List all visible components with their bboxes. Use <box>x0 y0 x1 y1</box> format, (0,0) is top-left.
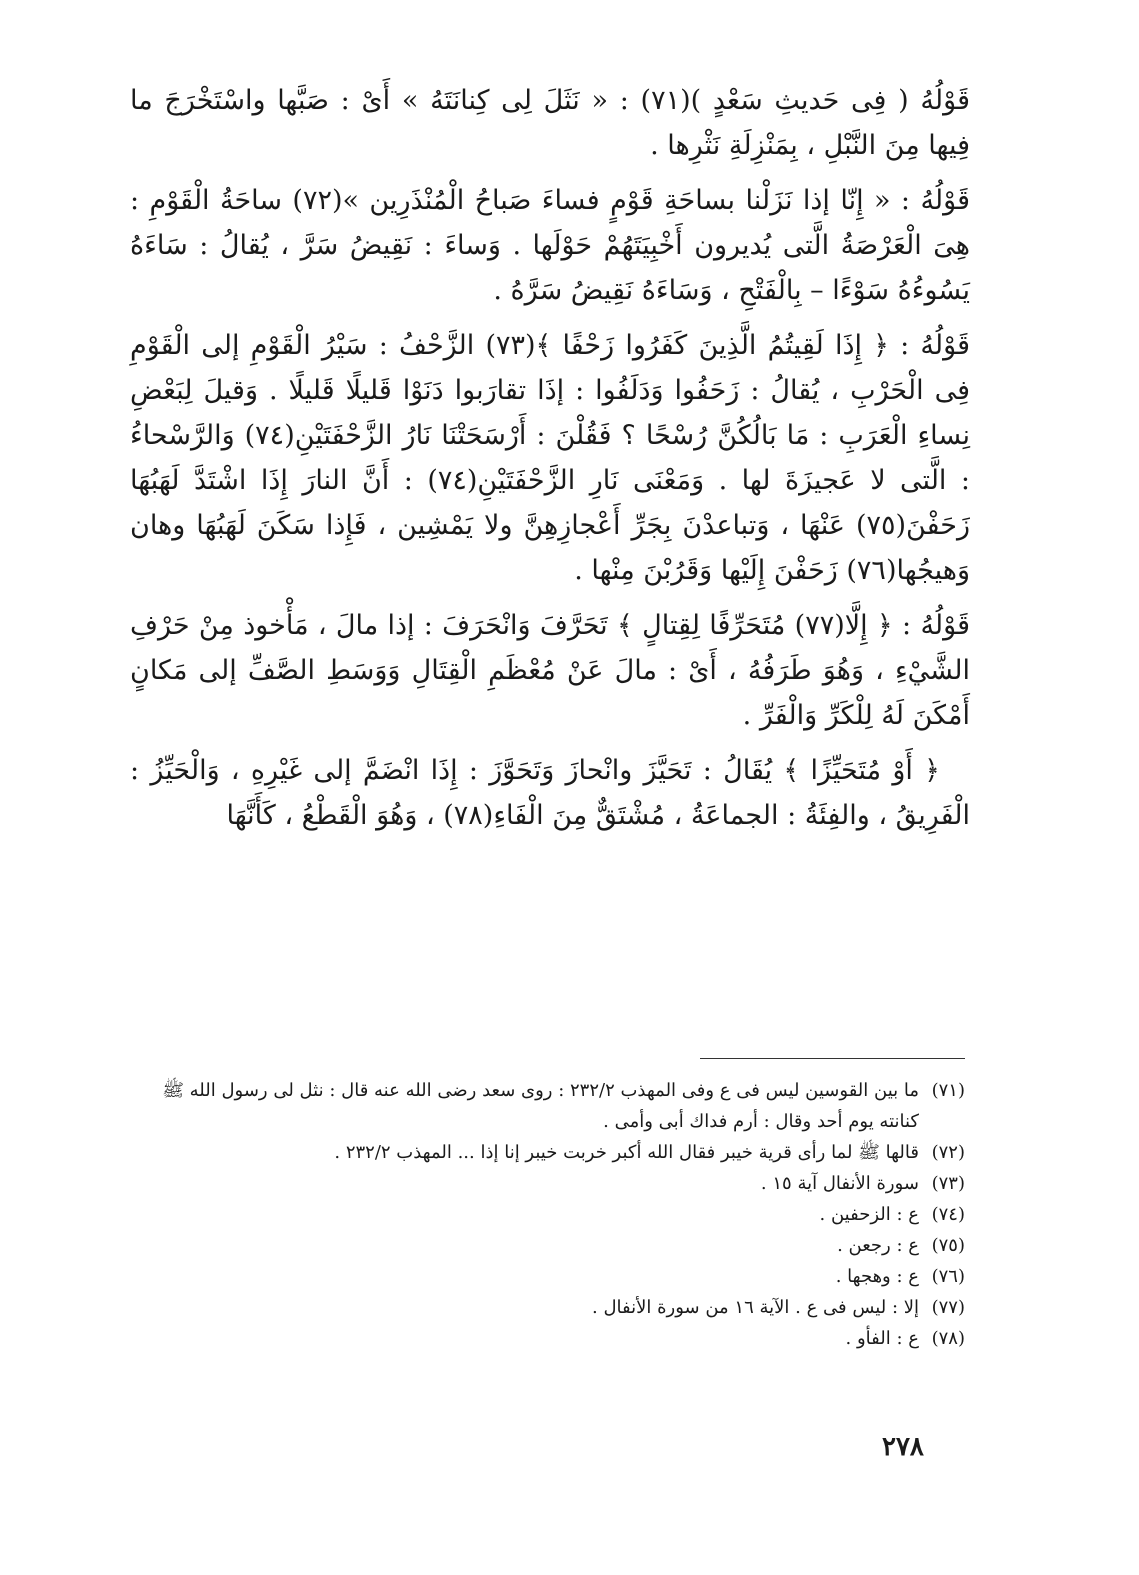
paragraph-4: قَوْلُهُ : ﴿ إِلَّا(٧٧) مُتَحَرِّفًا لِقِتالٍ ﴾ تَحَرَّفَ وَانْحَرَفَ : إذا مالَ ، مَأْخوذ مِنْ حَرْفِ الشَّيْءِ ، وَهُوَ طَرَفُهُ ، أَىْ : مالَ عَنْ مُعْظَمِ الْقِتَالِ وَوَسَطِ الصَّفِّ إلى مَكانٍ أَمْكَنَ لَهُ لِلْكَرِّ وَالْفَرِّ . <box>130 610 971 731</box>
footnote-74 <box>130 1199 965 1230</box>
paragraph-2: قَوْلُهُ : « إِنّا إذا نَزَلْنا بساحَةِ قَوْمٍ فساءَ صَباحُ الْمُنْذَرِين »(٧٢) ساحَةُ الْقَوْمِ : هِىَ الْعَرْصَةُ الَّتى يُديرون أَخْبِيَتَهُمْ حَوْلَها . وَساءَ : نَقِيضُ سَرَّ ، يُقالُ : سَاءَهُ يَسُوءُهُ سَوْءًا – بِالْفَتْحِ ، وَسَاءَهُ نَقِيضُ سَرَّهُ . <box>130 185 971 306</box>
footnote-number: (٧٧) <box>931 1297 965 1318</box>
footnote-text: قالها ﷺ لما رأى قرية خيبر فقال الله أكبر خربت خيبر إنا إذا ... المهذب ٢٣٢/٢ . <box>334 1142 919 1163</box>
footnote-73 <box>130 1168 965 1199</box>
footnotes-list <box>130 1075 965 1354</box>
footnote-number: (٧٦) <box>931 1266 965 1287</box>
body-text <box>130 78 970 838</box>
footnote-number: (٧١) <box>931 1080 965 1101</box>
footnote-77 <box>130 1292 965 1323</box>
footnote-text: ع : رجعن . <box>837 1235 919 1256</box>
footnote-text: سورة الأنفال آية ١٥ . <box>760 1173 919 1194</box>
main-text-block <box>130 78 970 848</box>
footnote-number: (٧٨) <box>931 1328 965 1349</box>
paragraph-3: قَوْلُهُ : ﴿ إِذَا لَقِيتُمُ الَّذِينَ كَفَرُوا زَحْفًا ﴾(٧٣) الزَّحْفُ : سَيْرُ الْقَوْمِ إلى الْقَوْمِ فِى الْحَرْبِ ، يُقالُ : زَحَفُوا وَدَلَفُوا : إذَا تقارَبوا دَنَوْا قَليلًا قَليلًا . وَقيلَ لِبَعْضِ نِساءِ الْعَرَبِ : مَا بَالُكُنَّ رُسْحًا ؟ فَقُلْنَ : أَرْسَحَتْنَا نَارُ الزَّحْفَتَيْنِ(٧٤) وَالرَّسْحاءُ : الَّتى لا عَجيزَةَ لها . وَمَعْنَى نَارِ الزَّحْفَتَيْنِ(٧٤) : أَنَّ النارَ إِذَا اشْتَدَّ لَهَبُهَا زَحَفْنَ(٧٥) عَنْهَا ، وَتباعدْنَ بِجَرِّ أَعْجازِهِنَّ ولا يَمْشِين ، فَإِذا سَكَنَ لَهَبُهَا وهان وَهيجُها(٧٦) زَحَفْنَ إِلَيْها وَقَرُبْنَ مِنْها . <box>130 330 970 586</box>
footnote-text: إلا : ليس فى ع . الآية ١٦ من سورة الأنفال . <box>592 1297 919 1318</box>
paragraph-5: ﴿ أَوْ مُتَحَيِّزًا ﴾ يُقَالُ : تَحَيَّزَ وانْحازَ وَتَحَوَّزَ : إِذَا انْضَمَّ إلى غَيْرِهِ ، وَالْحَيِّزُ : الْفَرِيقُ ، والفِئَةُ : الجماعَةُ ، مُشْتَقٌّ مِنَ الْفَاءِ(٧٨) ، وَهُوَ الْقَطْعُ ، كَأَنَّهَا <box>130 755 970 831</box>
footnote-72 <box>130 1137 965 1168</box>
footnote-78 <box>130 1323 965 1354</box>
footnote-76 <box>130 1261 965 1292</box>
footnote-number: (٧٢) <box>931 1142 965 1163</box>
page-number: ٢٧٨ <box>882 1432 924 1462</box>
footnote-text: ع : الزحفين . <box>819 1204 919 1225</box>
footnote-number: (٧٥) <box>931 1235 965 1256</box>
paragraph-1: قَوْلُهُ ( فِى حَديثِ سَعْدٍ )(٧١) : « نَثَلَ لِى كِنانَتَهُ » أَىْ : صَبَّها واسْتَخْرَجَ ما فِيها مِنَ النَّبْلِ ، بِمَنْزِلَةِ نَثْرِها . <box>130 85 970 161</box>
footnote-75 <box>130 1230 965 1261</box>
footnote-text: ع : الفأو . <box>845 1328 919 1349</box>
footnote-number: (٧٤) <box>931 1204 965 1225</box>
footnote-separator <box>700 1058 965 1059</box>
footnote-text: ع : وهجها . <box>835 1266 919 1287</box>
footnote-text: ما بين القوسين ليس فى ع وفى المهذب ٢٣٢/٢ : روى سعد رضى الله عنه قال : نثل لى رسول الله ﷺ كنانته يوم أحد وقال : أرم فداك أبى وأمى . <box>162 1080 919 1132</box>
footnote-71 <box>130 1075 965 1137</box>
footnote-number: (٧٣) <box>931 1173 965 1194</box>
